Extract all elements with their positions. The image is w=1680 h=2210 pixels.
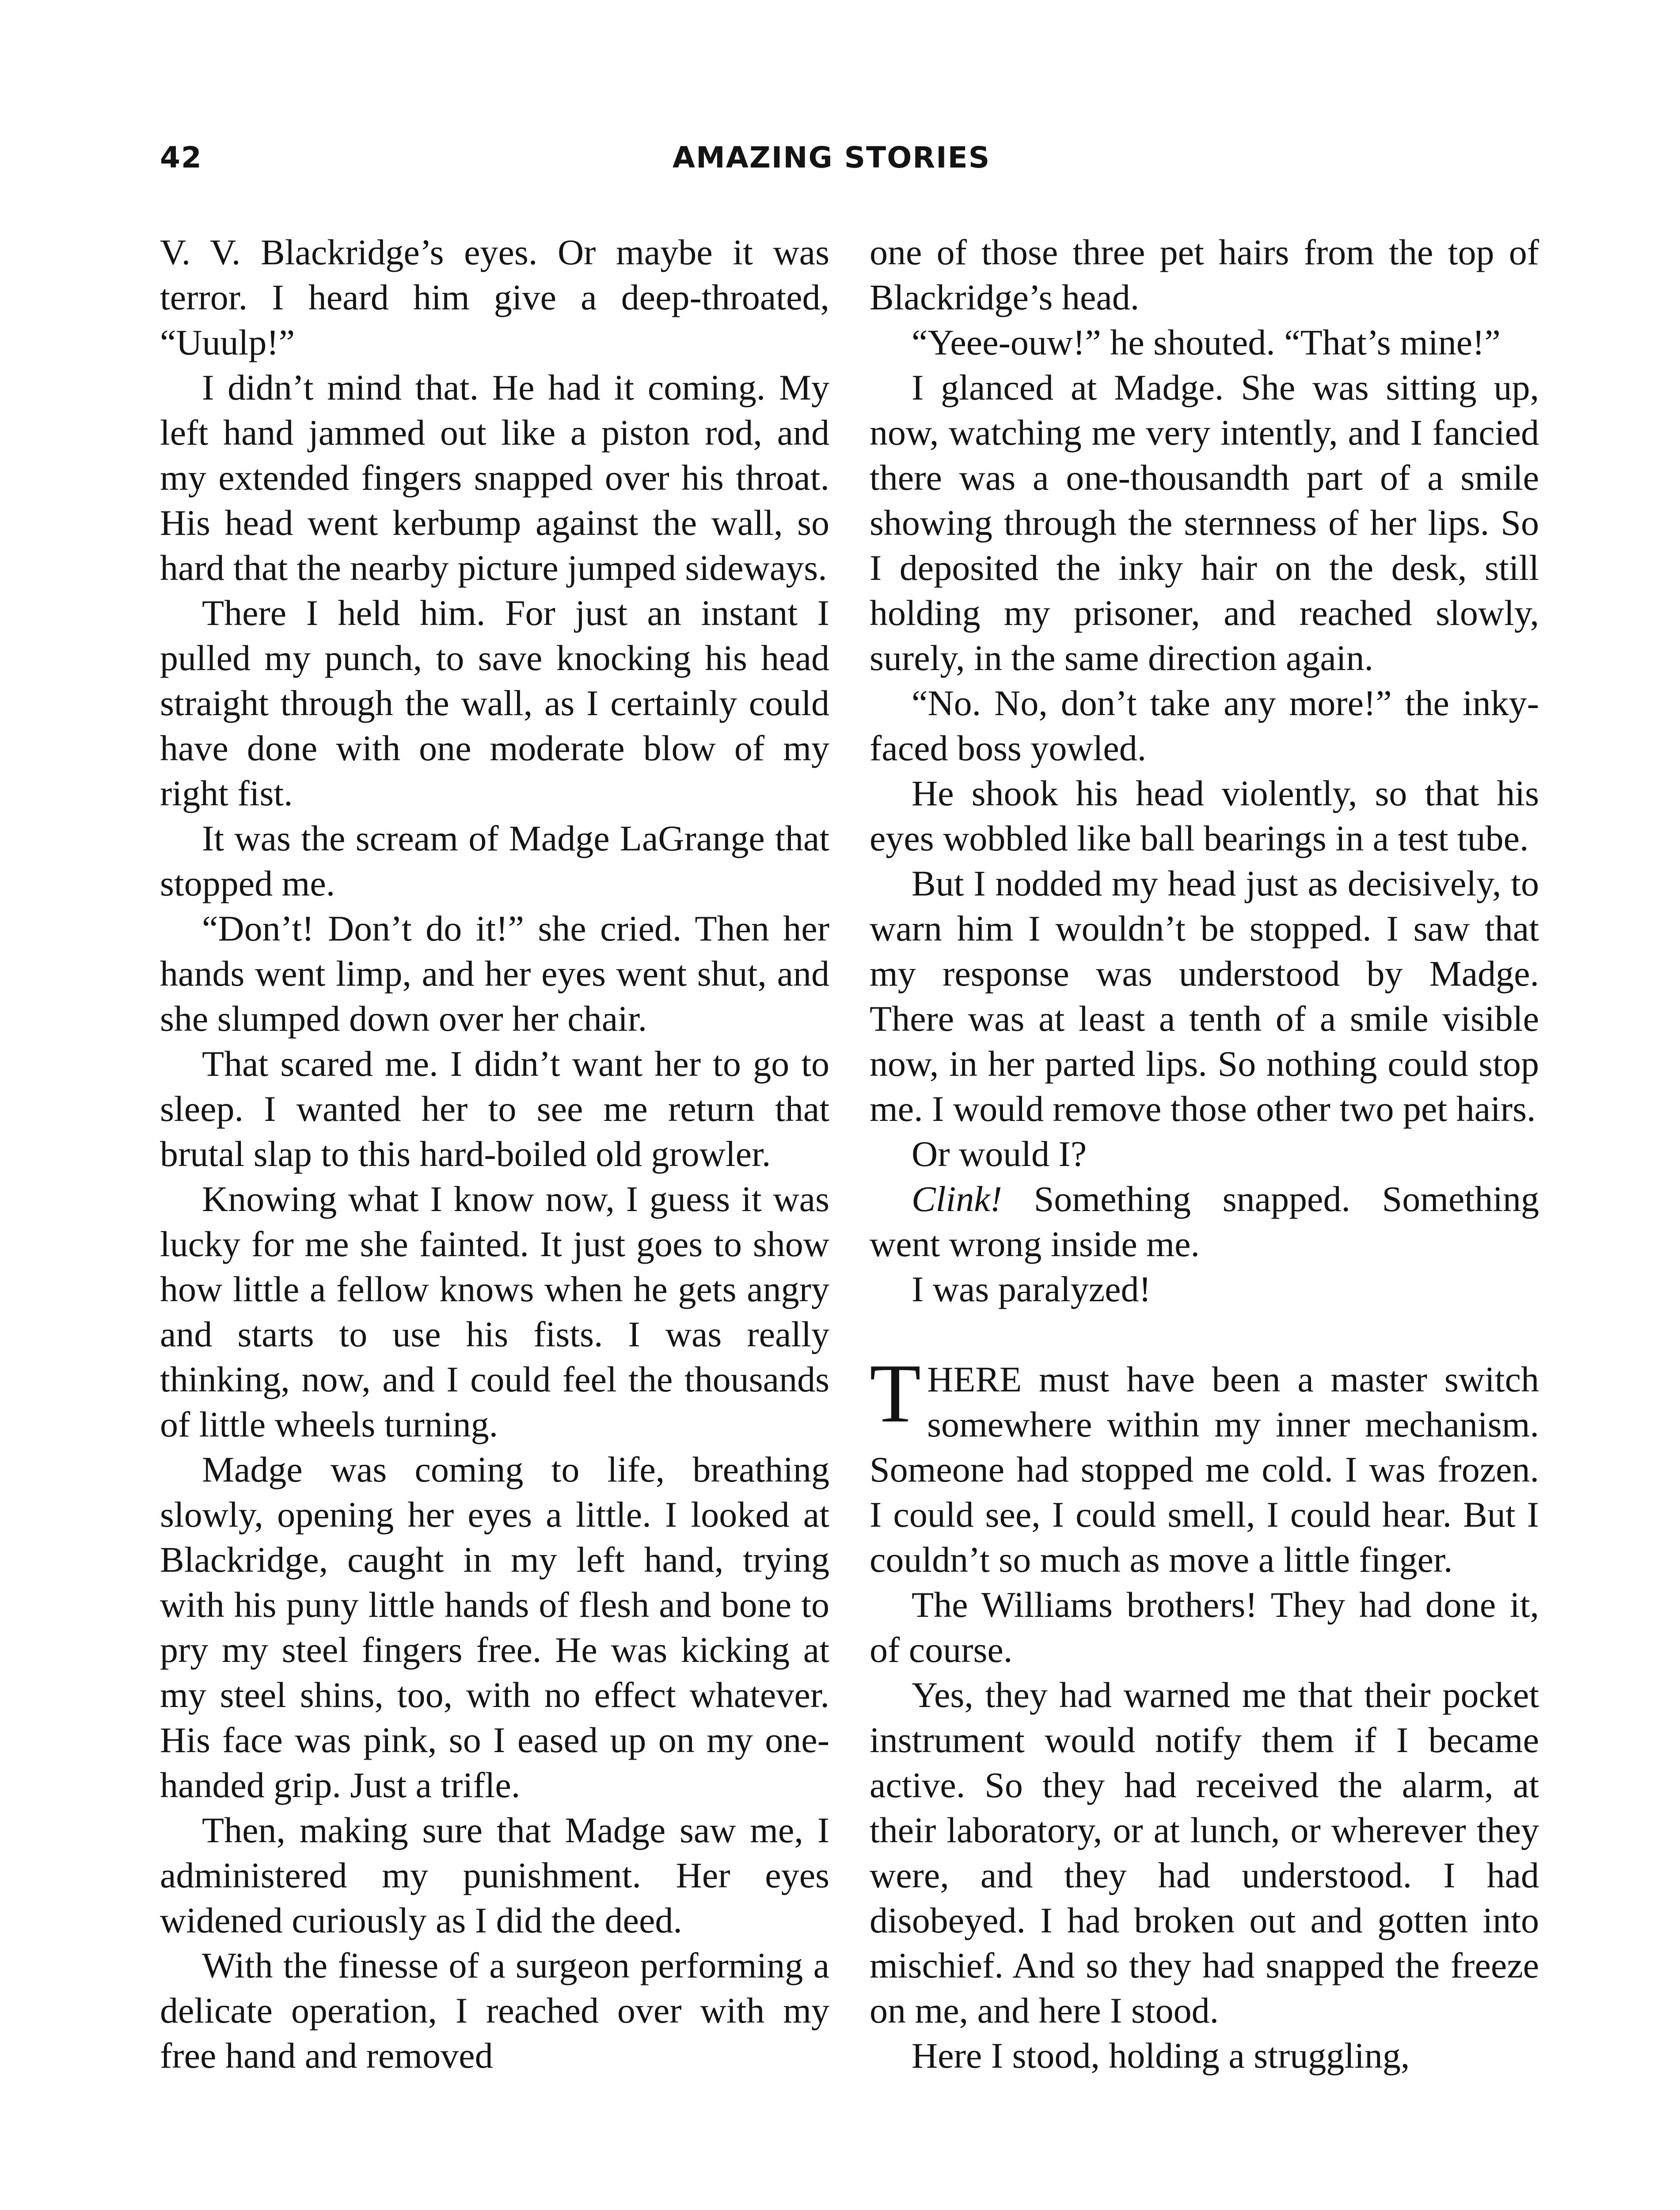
paragraph: one of those three pet hairs from the top of Blackridge’s head. bbox=[870, 232, 1539, 317]
paragraph: Madge was coming to life, breathing slowly, opening her eyes a little. I looked at Blackridge, caught in my left hand, trying with his puny little hands of flesh and bone to pry my steel fingers free. He was kicking at my steel shins, too, with no effect whatever. His face was pink, so I eased up on my one-handed grip. Just a trifle. bbox=[160, 1449, 829, 1805]
paragraph: I was paralyzed! bbox=[912, 1269, 1151, 1309]
paragraph: Here I stood, holding a struggling, bbox=[912, 2035, 1410, 2076]
paragraph: “No. No, don’t take any more!” the inky-faced boss yowled. bbox=[870, 683, 1539, 768]
paragraph: V. V. Blackridge’s eyes. Or maybe it was terror. I heard him give a deep-throated, “Uuulp!” bbox=[160, 232, 829, 362]
page-number: 42 bbox=[160, 141, 202, 175]
left-text-column bbox=[160, 230, 829, 2078]
paragraph: I didn’t mind that. He had it coming. My left hand jammed out like a piston rod, and my extended fingers snapped over his throat. His head went kerbump against the wall, so hard that the nearby picture jumped sideways. bbox=[160, 367, 829, 588]
paragraph: “Don’t! Don’t do it!” she cried. Then her hands went limp, and her eyes went shut, and she slumped down over her chair. bbox=[160, 908, 829, 1039]
drop-cap: T bbox=[870, 1347, 921, 1440]
paragraph-text: Something snapped. Something went wrong inside me. bbox=[870, 1179, 1539, 1264]
paragraph: Or would I? bbox=[912, 1134, 1087, 1174]
paragraph: There I held him. For just an instant I pulled my punch, to save knocking his head straight through the wall, as I certainly could have done with one moderate blow of my right fist. bbox=[160, 593, 829, 813]
right-text-column bbox=[870, 230, 1539, 2078]
paragraph-text: HERE must have been a master switch somewhere within my inner mechanism. Someone had stopped me cold. I was frozen. I could see, I could smell, I could hear. But I couldn’t so much as move a little finger. bbox=[870, 1359, 1539, 1580]
running-title: AMAZING STORIES bbox=[673, 141, 991, 175]
section-opening-paragraph bbox=[870, 1347, 1539, 1582]
paragraph: That scared me. I didn’t want her to go to sleep. I wanted her to see me return that brutal slap to this hard-boiled old growler. bbox=[160, 1044, 829, 1174]
paragraph: The Williams brothers! They had done it, of course. bbox=[870, 1585, 1539, 1670]
paragraph: Yes, they had warned me that their pocket instrument would notify them if I became active. So they had received the alarm, at their laboratory, or at lunch, or wherever they were, and they had understood. I had disobeyed. I had broken out and gotten into mischief. And so they had snapped the freeze on me, and here I stood. bbox=[870, 1675, 1539, 2031]
paragraph: It was the scream of Madge LaGrange that stopped me. bbox=[160, 818, 829, 903]
paragraph: With the finesse of a surgeon performing a delicate operation, I reached over with my free hand and removed bbox=[160, 1945, 829, 2076]
paragraph: He shook his head violently, so that his eyes wobbled like ball bearings in a test tube. bbox=[870, 773, 1539, 858]
paragraph: I glanced at Madge. She was sitting up, now, watching me very intently, and I fancied there was a one-thousandth part of a smile showing through the sternness of her lips. So I deposited the inky hair on the desk, still holding my prisoner, and reached slowly, surely, in the same direction again. bbox=[870, 367, 1539, 678]
paragraph: Then, making sure that Madge saw me, I administered my punishment. Her eyes widened curiously as I did the deed. bbox=[160, 1810, 829, 1940]
paragraph: “Yeee-ouw!” he shouted. “That’s mine!” bbox=[912, 322, 1501, 362]
paragraph: Knowing what I know now, I guess it was lucky for me she fainted. It just goes to show how little a fellow knows when he gets angry and starts to use his fists. I was really thinking, now, and I could feel the thousands of little wheels turning. bbox=[160, 1179, 829, 1444]
paragraph: But I nodded my head just as decisively, to warn him I wouldn’t be stopped. I saw that my response was understood by Madge. There was at least a tenth of a smile visible now, in her parted lips. So nothing could stop me. I would remove those other two pet hairs. bbox=[870, 863, 1539, 1129]
italic-word: Clink! bbox=[912, 1179, 1002, 1219]
paragraph bbox=[870, 1177, 1539, 1267]
